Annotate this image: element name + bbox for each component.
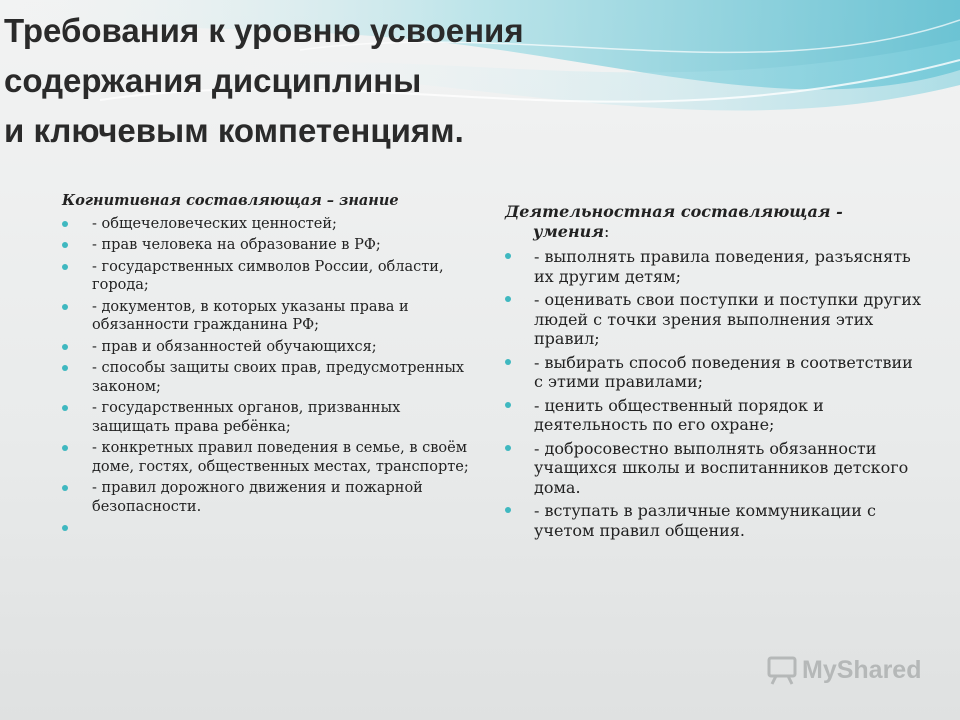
bullet-icon: [62, 264, 68, 270]
list-item-text: - общечеловеческих ценностей;: [92, 215, 337, 232]
list-item: [62, 258, 472, 295]
list-item: [505, 501, 925, 540]
knowledge-list: [62, 215, 472, 538]
list-item-text: - государственных органов, призванных защищать права ребёнка;: [92, 400, 401, 435]
bullet-icon: [505, 296, 511, 302]
bullet-icon: [62, 445, 68, 451]
bullet-icon: [505, 507, 511, 513]
list-item-text: - конкретных правил поведения в семье, в своём доме, гостях, общественных местах, транспорте;: [92, 440, 469, 475]
title-line: Требования к уровню усвоения: [4, 12, 524, 49]
logo-text: MyShared: [802, 655, 922, 684]
slide-title: [4, 6, 524, 156]
list-item: [62, 399, 472, 436]
list-item-text: - прав человека на образование в РФ;: [92, 237, 381, 253]
list-item: [62, 236, 472, 255]
cognitive-column: [62, 192, 472, 540]
bullet-icon: [62, 485, 68, 491]
activity-heading: [505, 202, 925, 241]
list-item-empty: [62, 519, 472, 537]
bullet-icon: [505, 359, 511, 365]
bullet-icon: [62, 525, 68, 531]
list-item: [505, 290, 925, 349]
skills-list: [505, 247, 925, 540]
list-item: [62, 439, 472, 476]
list-item: [62, 479, 472, 516]
activity-heading-rest: умения: [533, 221, 604, 241]
bullet-icon: [505, 402, 511, 408]
list-item-text: - государственных символов России, области, города;: [92, 258, 444, 293]
bullet-icon: [62, 365, 68, 371]
bullet-icon: [62, 221, 68, 227]
bullet-icon: [62, 304, 68, 310]
heading-colon: :: [604, 221, 610, 241]
bullet-icon: [505, 253, 511, 259]
list-item: [505, 247, 925, 286]
activity-heading-main: Деятельностная составляющая -: [505, 202, 843, 221]
list-item: [505, 396, 925, 435]
activity-column: [505, 202, 925, 544]
title-line: содержания дисциплины: [4, 62, 422, 99]
list-item: [62, 215, 472, 234]
list-item-text: - оценивать свои поступки и поступки других людей с точки зрения выполнения этих правил;: [534, 290, 921, 348]
title-line: и ключевым компетенциям.: [4, 112, 464, 149]
list-item: [505, 439, 925, 498]
myshared-logo: [766, 655, 921, 685]
presentation-board-icon: [766, 655, 798, 685]
bullet-icon: [62, 344, 68, 350]
list-item-text: - выполнять правила поведения, разъяснять их другим детям;: [534, 247, 911, 286]
list-item: [505, 353, 925, 392]
list-item-text: - правил дорожного движения и пожарной безопасности.: [92, 480, 423, 515]
list-item-text: - выбирать способ поведения в соответствии с этими правилами;: [534, 352, 913, 391]
list-item-text: - прав и обязанностей обучающихся;: [92, 338, 377, 355]
list-item: [62, 338, 472, 357]
list-item-text: - ценить общественный порядок и деятельность по его охране;: [534, 395, 824, 434]
list-item: [62, 359, 472, 396]
list-item-text: - вступать в различные коммуникации с учетом правил общения.: [534, 501, 877, 540]
list-item-text: - добросовестно выполнять обязанности учащихся школы и воспитанников детского дома.: [534, 438, 909, 497]
bullet-icon: [62, 405, 68, 411]
list-item-text: - документов, в которых указаны права и обязанности гражданина РФ;: [92, 298, 409, 333]
list-item: [62, 298, 472, 335]
bullet-icon: [62, 242, 68, 248]
cognitive-heading: Когнитивная составляющая – знание: [62, 192, 399, 209]
list-item-text: - способы защиты своих прав, предусмотренных законом;: [92, 360, 465, 395]
bullet-icon: [505, 445, 511, 451]
